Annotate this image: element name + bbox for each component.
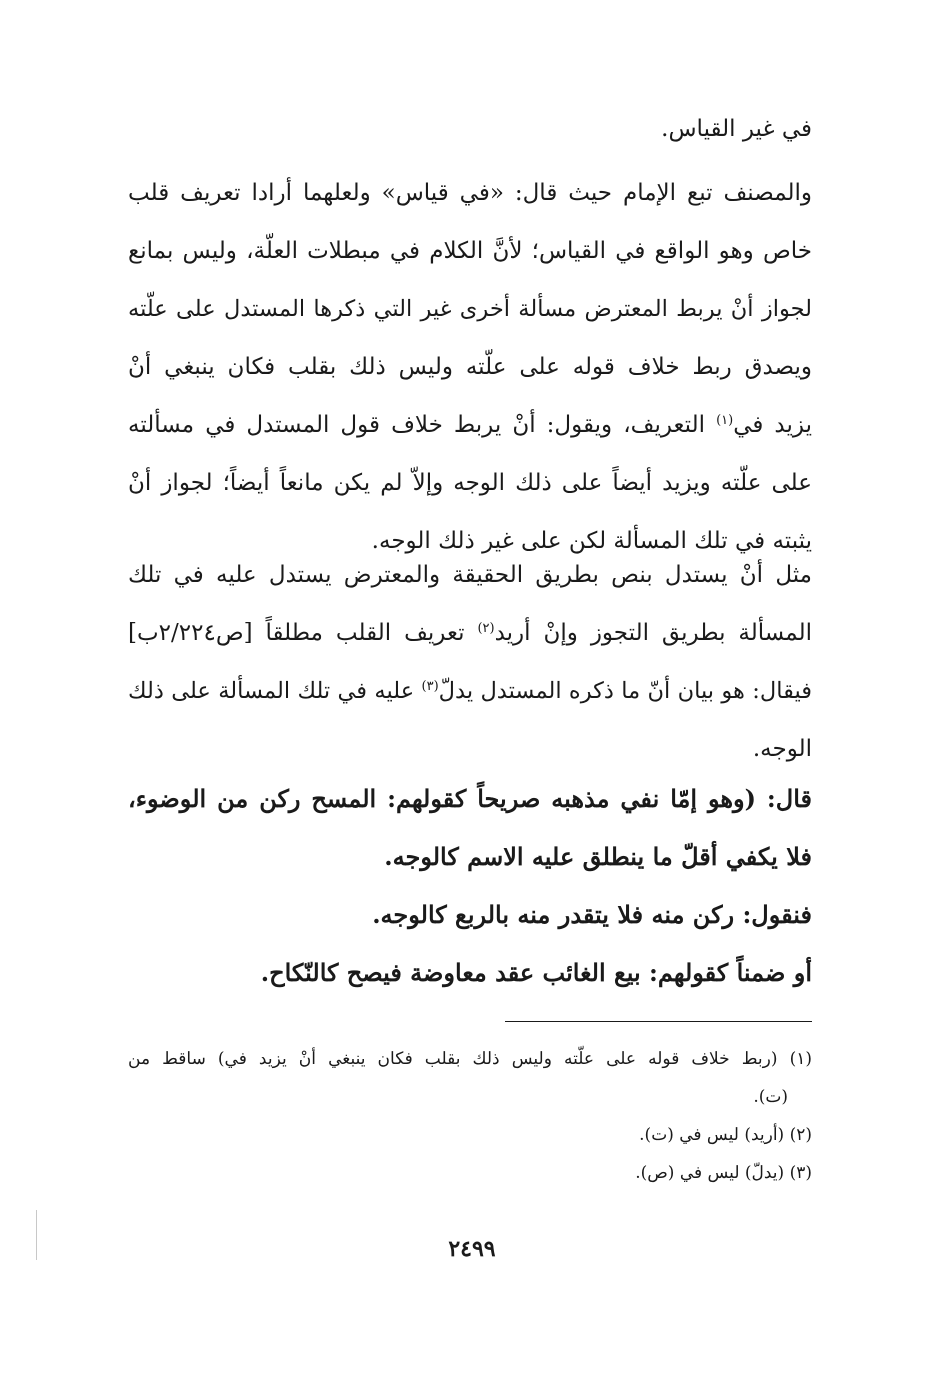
text-line: خاص وهو الواقع في القياس؛ لأنَّ الكلام في مبطلات العلّة، وليس بمانع: [128, 238, 812, 264]
text-line: في غير القياس.: [661, 116, 812, 142]
line-segment: عليه في تلك المسألة على ذلك: [128, 678, 422, 704]
text-line: ويصدق ربط خلاف قوله على علّته وليس ذلك بقلب فكان ينبغي أنْ: [128, 354, 812, 380]
line-segment: المسألة بطريق التجوز وإنْ أريد: [494, 620, 812, 646]
matn-line: أو ضمناً كقولهم: بيع الغائب عقد معاوضة فيصح كالنّكاح.: [260, 958, 812, 987]
line-segment: يزيد في: [733, 412, 813, 438]
text-line-with-footnote: [128, 662, 812, 720]
matn-line: فنقول: ركن منه فلا يتقدر منه بالربع كالوجه.: [372, 900, 812, 929]
matn-quote: [128, 944, 812, 1002]
page-number: ٢٤٩٩: [448, 1236, 496, 1262]
paragraph-3: [128, 546, 812, 778]
matn-line: قال: (وهو إمّا نفي مذهبه صريحاً كقولهم: المسح ركن من الوضوء،: [128, 784, 812, 813]
text-line: على علّته ويزيد أيضاً على ذلك الوجه وإلاّ لم يكن مانعاً أيضاً؛ لجواز أنْ: [128, 470, 812, 496]
line-segment: فيقال: هو بيان أنّ ما ذكره المستدل يدلّ: [438, 678, 812, 704]
paragraph-2: [128, 164, 812, 570]
footnote-divider: [505, 1021, 812, 1022]
footnote-line: (ت).: [753, 1087, 788, 1107]
footnote-ref-3: (٣): [421, 679, 439, 694]
matn-quote: [192, 886, 812, 944]
footnotes: [128, 1040, 812, 1192]
text-line: الوجه.: [752, 736, 812, 762]
footnote-ref-1: (١): [716, 413, 734, 428]
matn-quote: [128, 770, 812, 886]
footnote-line: (٣) (يدلّ) ليس في (ص).: [635, 1163, 812, 1183]
text-line: والمصنف تبع الإمام حيث قال: «في قياس» ولعلهما أرادا تعريف قلب: [128, 180, 812, 206]
paragraph-1: [128, 100, 812, 158]
text-line: لجواز أنْ يربط المعترض مسألة أخرى غير التي ذكرها المستدل على علّته: [128, 296, 812, 322]
line-segment: تعريف القلب مطلقاً [ص٢/٢٢٤ب]: [128, 620, 478, 646]
footnote-ref-2: (٢): [477, 621, 495, 636]
text-line-with-footnote: [128, 396, 812, 454]
scan-edge-mark: [36, 1210, 37, 1260]
footnote-line: (١) (ربط خلاف قوله على علّته وليس ذلك بقلب فكان ينبغي أنْ يزيد في) ساقط من: [128, 1049, 812, 1069]
footnote-line: (٢) (أريد) ليس في (ت).: [639, 1125, 812, 1145]
text-line: يثبته في تلك المسألة لكن على غير ذلك الوجه.: [371, 528, 812, 554]
text-line: مثل أنْ يستدل بنص بطريق الحقيقة والمعترض يستدل عليه في تلك: [128, 562, 812, 588]
line-segment: التعريف، ويقول: أنْ يربط خلاف قول المستدل في مسألته: [128, 412, 717, 438]
matn-line: فلا يكفي أقلّ ما ينطلق عليه الاسم كالوجه.: [384, 842, 812, 871]
text-line-with-footnote: [128, 604, 812, 662]
